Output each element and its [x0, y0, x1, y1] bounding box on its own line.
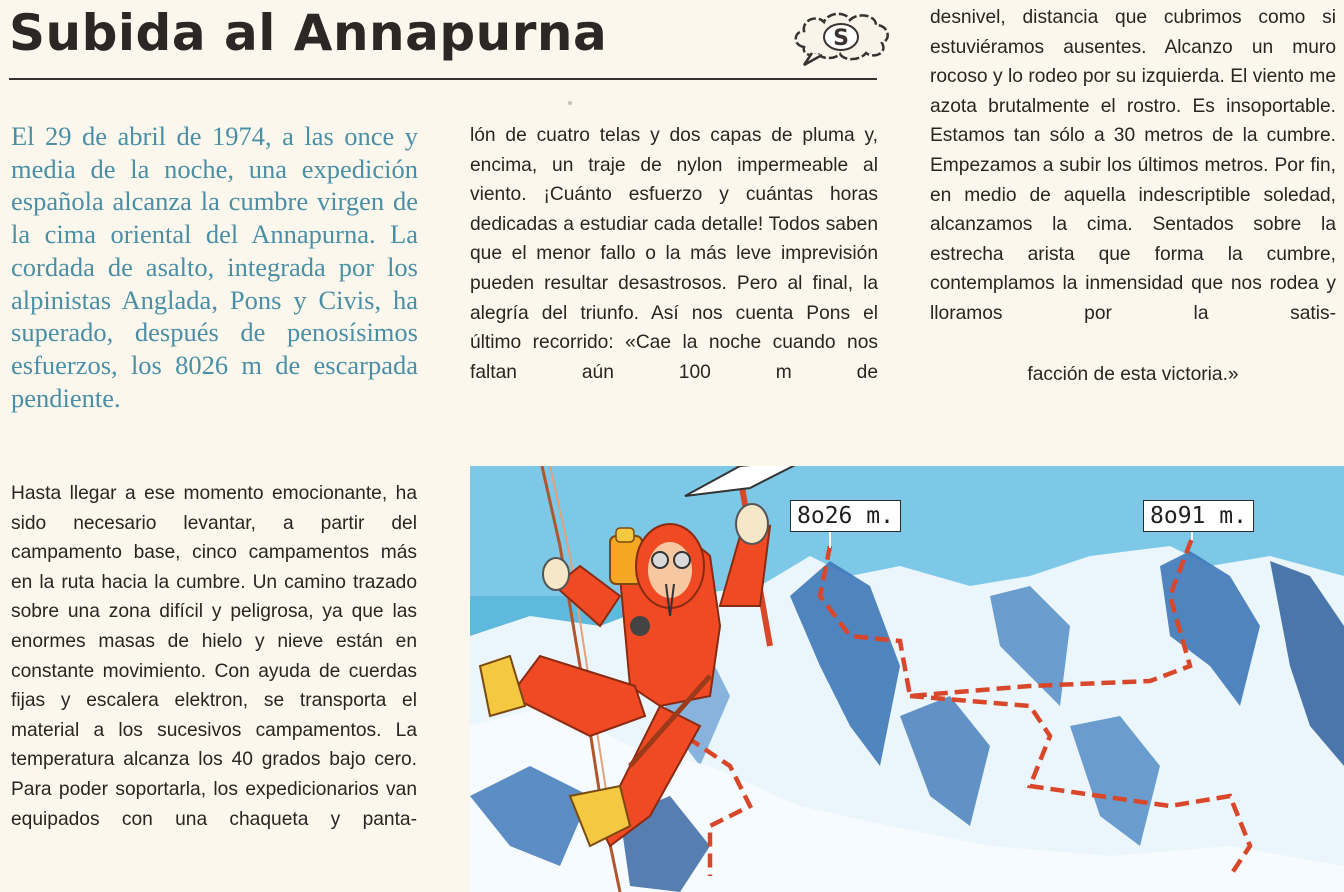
summit-main-altitude-label: 8o91 m. — [1143, 500, 1254, 532]
speech-bubble-icon — [790, 7, 898, 69]
print-speck — [568, 101, 572, 105]
badge-letter: S — [833, 26, 849, 51]
summit-east-altitude-label: 8o26 m. — [790, 500, 901, 532]
body-column-2: lón de cuatro telas y dos capas de pluma y, encima, un traje de nylon impermeable al viento. ¡Cuánto esfuerzo y cuántas horas dedicadas a estudiar cada detalle! Todos saben que el menor fallo o la más leve imprevisión pueden resultar desastrosos. Pero al final, la alegría del triunfo. Así nos cuenta Pons el último recorrido: «Cae la noche cuando nos faltan aún 100 m de — [470, 125, 878, 383]
article-title: Subida al Annapurna — [9, 4, 608, 62]
lede-paragraph: El 29 de abril de 1974, a las once y media de la noche, una expedición española alcanza la cumbre virgen de la cima oriental del Annapurna. La cordada de asalto, integrada por los alpinistas Anglada, Pons y Civis, ha superado, después de penosísimos esfuerzos, los 8026 m de escarpada pendiente. — [11, 121, 418, 413]
title-divider — [9, 78, 877, 80]
body-column-3: desnivel, distancia que cubrimos como si estuviéramos ausentes. Alcanzo un muro rocoso y lo rodeo por su izquierda. El viento me azota brutalmente el rostro. Es insoportable. Estamos tan sólo a 30 metros de la cumbre. Empezamos a subir los últimos metros. Por fin, en medio de aquella indescriptible soledad, alcanzamos la cima. Sentados sobre la estrecha arista que forma la cumbre, contemplamos la inmensidad que nos rodea y lloramos por la satis- — [930, 7, 1336, 324]
body-column-3-ending: facción de esta victoria.» — [1027, 364, 1239, 385]
body-column-1: Hasta llegar a ese momento emocionante, ha sido necesario levantar, a partir del campamento base, cinco campamentos más en la ruta hacia la cumbre. Un camino trazado sobre una zona difícil y peligrosa, ya que las enormes masas de hielo y nieve están en constante movimiento. Con ayuda de cuerdas fijas y escalera elektron, se transporta el material a los sucesivos campamentos. La temperatura alcanza los 40 grados bajo cero. Para poder soportarla, los expedicionarios van equipados con una chaqueta y panta- — [11, 483, 417, 830]
